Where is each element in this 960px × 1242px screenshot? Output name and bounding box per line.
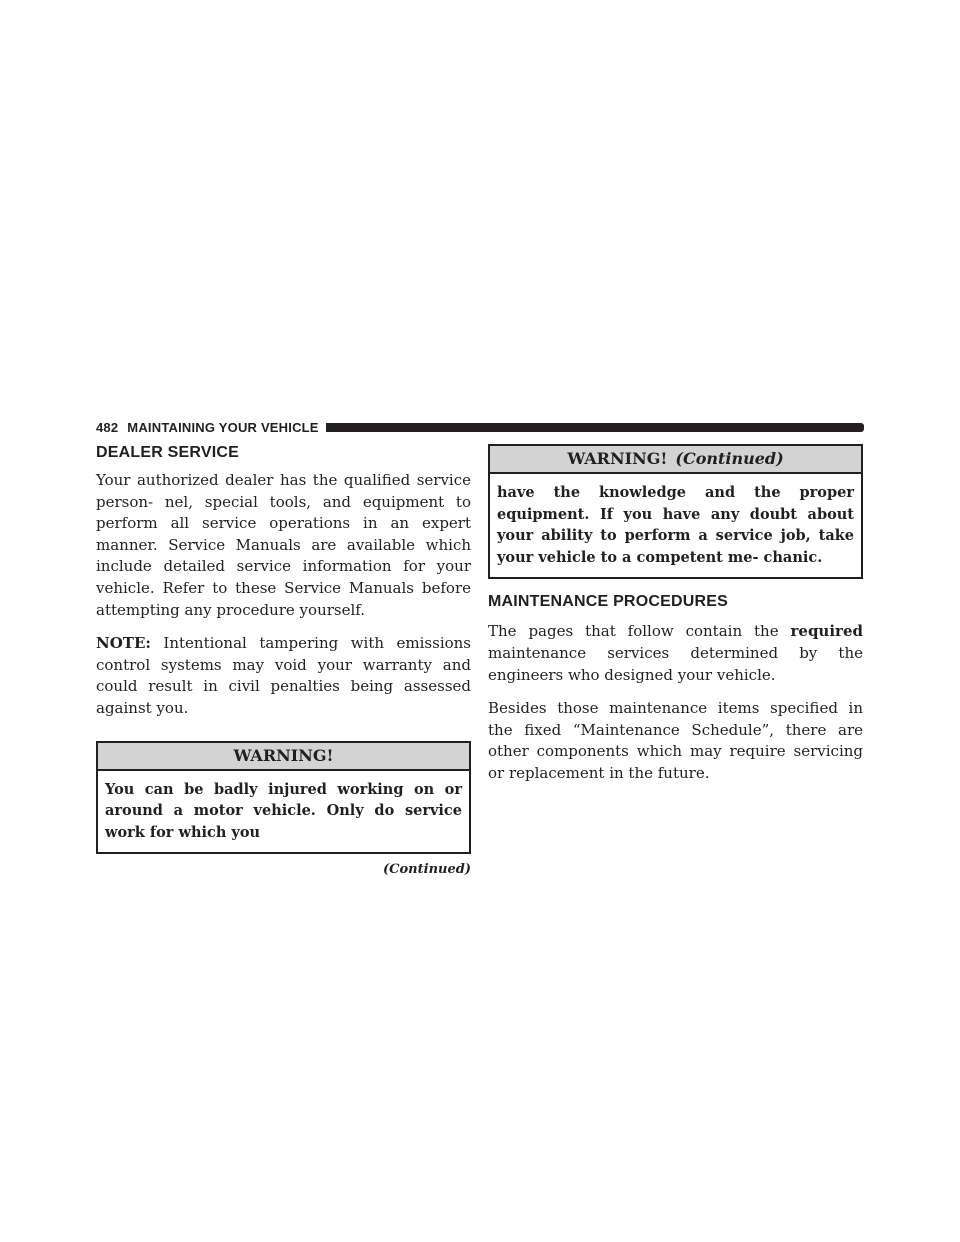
section-title: MAINTAINING YOUR VEHICLE [127, 419, 319, 435]
maintenance-procedures-heading: MAINTENANCE PROCEDURES [488, 593, 728, 611]
note-label: NOTE: [96, 634, 151, 653]
warning-box-continued [488, 444, 863, 579]
warning-title: WARNING! [233, 745, 334, 765]
warning-header-continued [490, 446, 861, 474]
maintenance-paragraph-1 [488, 621, 863, 686]
dealer-service-paragraph: Your authorized dealer has the qualified service person- nel, special tools, and equipment to perform all service operations in an expert manner. Service Manuals are available which include detailed service information for your vehicle. Refer to these Service Manuals before attempting any procedure yourself. [96, 471, 471, 619]
note-paragraph [96, 633, 471, 719]
warning-header [98, 743, 469, 771]
left-column [96, 444, 471, 877]
maintenance-paragraph-2: Besides those maintenance items specified in the fixed “Maintenance Schedule”, there are other components which may require servicing or replacement in the future. [488, 699, 863, 782]
para1-before: The pages that follow contain the [488, 622, 779, 641]
page-number: 482 [96, 419, 119, 435]
page-header-text [96, 420, 319, 435]
right-column [488, 444, 863, 785]
para1-after: maintenance services determined by the engineers who designed your vehicle. [488, 643, 863, 684]
warning-continued-label: (Continued) [675, 449, 784, 468]
warning-text-continued: have the knowledge and the proper equipment. If you have any doubt about your ability to perform a service job, take your vehicle to a competent me- chanic. [497, 484, 854, 566]
header-rule [326, 423, 864, 432]
warning-title: WARNING! [567, 449, 668, 468]
continued-note: (Continued) [383, 862, 471, 878]
warning-box [96, 741, 471, 855]
dealer-service-heading: DEALER SERVICE [96, 444, 239, 461]
required-emphasis: required [790, 622, 863, 641]
page-header [96, 418, 864, 436]
warning-text: You can be badly injured working on or around a motor vehicle. Only do service work for which you [105, 780, 462, 841]
note-text: Intentional tampering with emissions control systems may void your warranty and could result in civil penalties being assessed against you. [96, 634, 471, 717]
